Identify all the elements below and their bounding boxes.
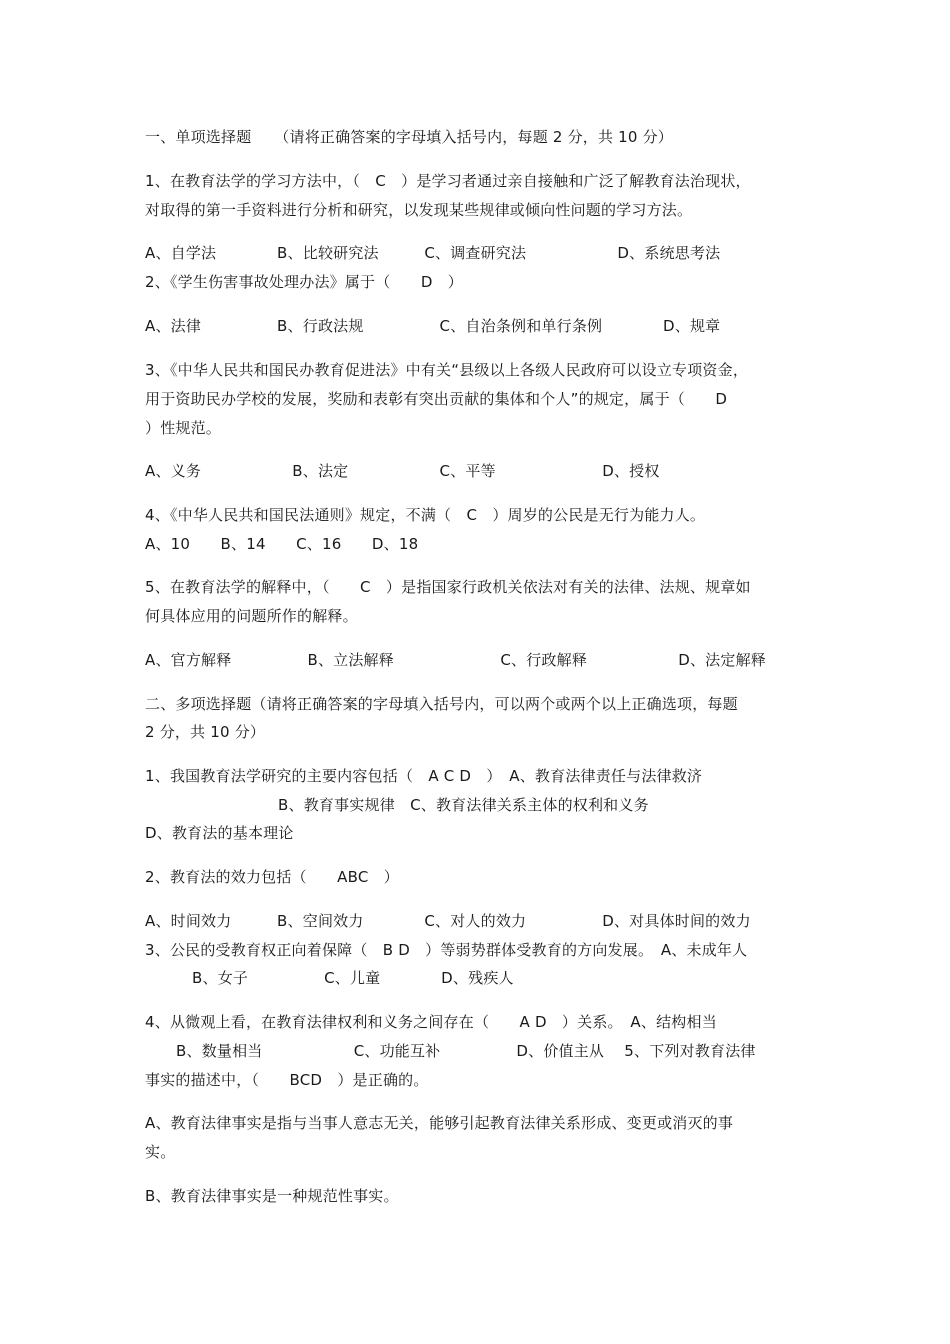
question-1-5-options: A、官方解释 B、立法解释 C、行政解释 D、法定解释 [145, 651, 766, 669]
question-1-4: 4、《中华人民共和国民法通则》规定，不满（ C ）周岁的公民是无行为能力人。 [145, 506, 706, 524]
section-1-heading: 一、单项选择题 （请将正确答案的字母填入括号内，每题 2 分，共 10 分） [145, 128, 674, 146]
question-1-4-options: A、10 B、14 C、16 D、18 [145, 535, 419, 553]
question-2-1-line-1: 1、我国教育法学研究的主要内容包括（ A C D ） A、教育法律责任与法律救济 [145, 767, 703, 785]
question-2-5-option-a-line-1: A、教育法律事实是指与当事人意志无关，能够引起教育法律关系形成、变更或消灭的事 [145, 1114, 734, 1132]
question-2-3-line-2: B、女子 C、儿童 D、残疾人 [192, 969, 514, 987]
question-1-5-line-2: 何具体应用的问题所作的解释。 [145, 607, 358, 625]
question-1-1-line-2: 对取得的第一手资料进行分析和研究，以发现某些规律或倾向性问题的学习方法。 [145, 201, 693, 219]
question-2-4-line-2: B、数量相当 C、功能互补 D、价值主从 5、下列对教育法律 [176, 1042, 756, 1060]
question-2-3-line-1: 3、公民的受教育权正向着保障（ B D ）等弱势群体受教育的方向发展。 A、未成年人 [145, 941, 748, 959]
question-2-5-option-a-line-2: 实。 [145, 1143, 176, 1161]
question-1-3-options: A、义务 B、法定 C、平等 D、授权 [145, 462, 660, 480]
question-1-3-line-3: ）性规范。 [145, 419, 222, 437]
question-1-2: 2、《学生伤害事故处理办法》属于（ D ） [145, 273, 463, 291]
question-2-5-line-1: 事实的描述中，（ BCD ）是正确的。 [145, 1071, 429, 1089]
question-1-2-options: A、法律 B、行政法规 C、自治条例和单行条例 D、规章 [145, 317, 721, 335]
section-2-heading-line-2: 2 分，共 10 分） [145, 723, 266, 741]
question-2-5-option-b: B、教育法律事实是一种规范性事实。 [145, 1187, 399, 1205]
question-1-1-line-1: 1、在教育法学的学习方法中，（ C ）是学习者通过亲自接触和广泛了解教育法治现状， [145, 172, 751, 190]
question-1-3-line-2: 用于资助民办学校的发展，奖励和表彰有突出贡献的集体和个人”的规定，属于（ D [145, 390, 728, 408]
question-2-2: 2、教育法的效力包括（ ABC ） [145, 868, 399, 886]
section-2-heading-line-1: 二、多项选择题（请将正确答案的字母填入括号内，可以两个或两个以上正确选项，每题 [145, 695, 738, 713]
question-1-3-line-1: 3、《中华人民共和国民办教育促进法》中有关“县级以上各级人民政府可以设立专项资金， [145, 361, 749, 379]
question-2-2-options: A、时间效力 B、空间效力 C、对人的效力 D、对具体时间的效力 [145, 912, 751, 930]
question-2-1-line-2: B、教育事实规律 C、教育法律关系主体的权利和义务 [278, 796, 649, 814]
question-2-4-line-1: 4、从微观上看，在教育法律权利和义务之间存在（ A D ）关系。 A、结构相当 [145, 1013, 717, 1031]
question-1-1-options: A、自学法 B、比较研究法 C、调查研究法 D、系统思考法 [145, 244, 721, 262]
question-2-1-line-3: D、教育法的基本理论 [145, 824, 294, 842]
question-1-5-line-1: 5、在教育法学的解释中，（ C ）是指国家行政机关依法对有关的法律、法规、规章如 [145, 578, 751, 596]
